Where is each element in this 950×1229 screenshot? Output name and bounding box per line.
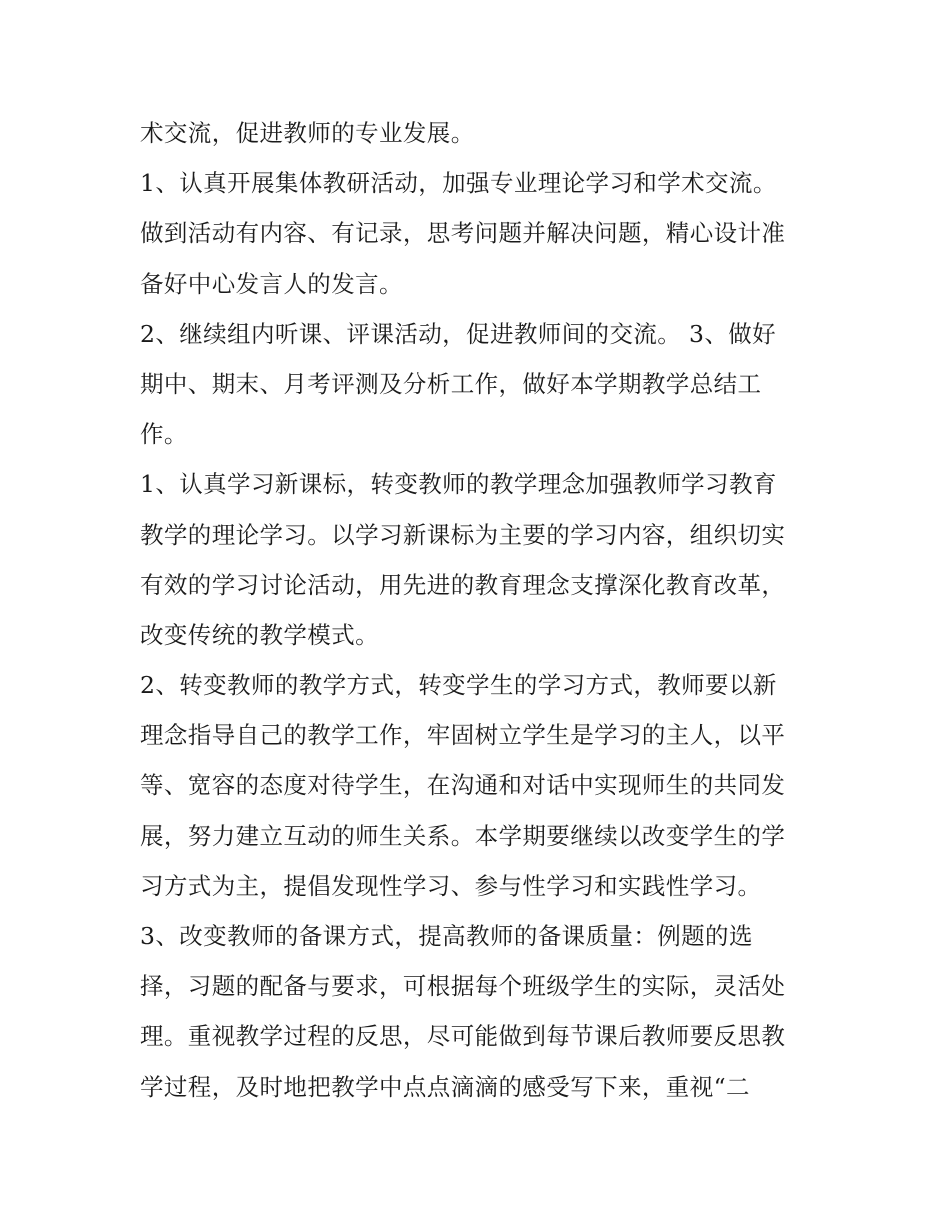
text-line: 理念指导自己的教学工作，牢固树立学生是学习的主人，以平 [140,721,786,750]
text-line: 1、认真开展集体教研活动，加强专业理论学习和学术交流。 [140,169,777,198]
text-line: 理。重视教学过程的反思，尽可能做到每节课后教师要反思教 [140,1022,786,1051]
text-line: 学过程，及时地把教学中点点滴滴的感受写下来，重视“二 [140,1072,750,1101]
text-line: 术交流，促进教师的专业发展。 [140,119,475,147]
text-line: 习方式为主，提倡发现性学习、参与性学习和实践性学习。 [140,871,762,900]
text-line: 做到活动有内容、有记录，思考问题并解决问题，精心设计准 [140,219,786,248]
text-line: 改变传统的教学模式。 [140,620,379,649]
text-line: 择，习题的配备与要求，可根据每个班级学生的实际，灵活处 [140,972,786,1001]
text-line: 2、转变教师的教学方式，转变学生的学习方式，教师要以新 [140,671,777,700]
text-line: 有效的学习讨论活动，用先进的教育理念支撑深化教育改革， [140,570,786,599]
text-line: 期中、期末、月考评测及分析工作，做好本学期教学总结工 [140,369,762,398]
text-line: 等、宽容的态度对待学生，在沟通和对话中实现师生的共同发 [140,771,786,800]
text-line: 3、改变教师的备课方式，提高教师的备课质量：例题的选 [140,922,753,950]
document-body [140,108,830,1112]
text-line: 2、继续组内听课、评课活动，促进教师间的交流。 3、做好 [140,319,777,348]
text-line: 备好中心发言人的发言。 [140,269,403,298]
text-line: 1、认真学习新课标，转变教师的教学理念加强教师学习教育 [140,470,777,499]
text-line: 展，努力建立互动的师生关系。本学期要继续以改变学生的学 [140,821,786,850]
text-line: 作。 [140,420,188,449]
text-line: 教学的理论学习。以学习新课标为主要的学习内容，组织切实 [140,520,786,549]
